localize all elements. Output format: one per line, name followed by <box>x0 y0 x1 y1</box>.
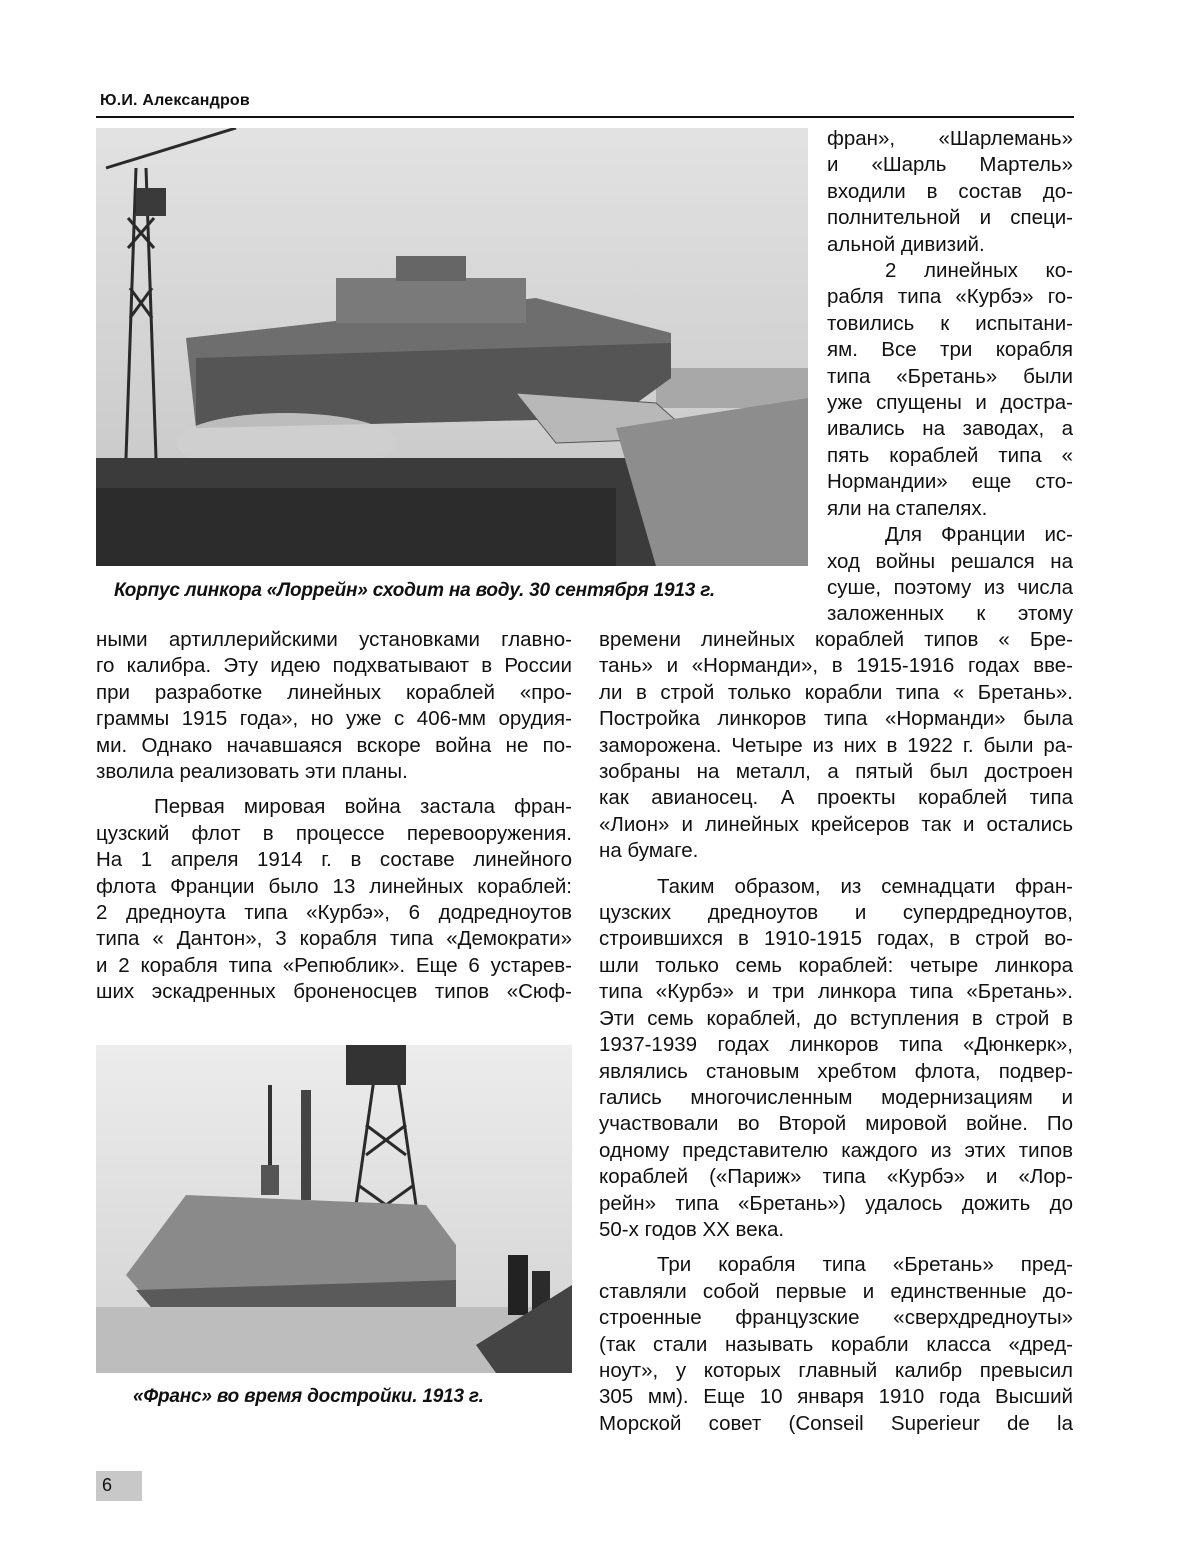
text-line: Три корабля типа «Бретань» пред- <box>657 1253 1073 1277</box>
right-column-top-text <box>827 126 1073 628</box>
text-line: ставляли собой первые и единственные до- <box>599 1279 1073 1303</box>
text-line: рабля типа «Курбэ» го- <box>827 285 1073 309</box>
text-line: при разработке линейных кораблей «про- <box>96 680 572 704</box>
text-line: Таким образом, из семнадцати фран- <box>657 874 1073 898</box>
text-line: кораблей («Париж» типа «Курбэ» и «Лор- <box>599 1165 1073 1189</box>
text-line: строенные французские «сверхдредноуты» <box>599 1306 1073 1330</box>
text-line: являлись становым хребтом флота, подвер- <box>599 1059 1073 1083</box>
text-line: яли на стапелях. <box>827 496 988 520</box>
header-rule <box>96 116 1074 118</box>
text-line: 1937-1939 годах линкоров типа «Дюнкерк», <box>599 1033 1073 1057</box>
text-line: Нормандии» еще сто- <box>827 470 1073 494</box>
text-line: фран», «Шарлемань» <box>827 127 1073 150</box>
text-line: ивались на заводах, а <box>827 417 1073 441</box>
text-line: и 2 корабля типа «Репюблик». Еще 6 устарев- <box>96 953 572 977</box>
text-line: полнительной и специ- <box>827 206 1073 230</box>
photo-lorraine-launch <box>96 128 808 566</box>
text-line: строившихся в 1910-1915 годах, в строй во- <box>599 927 1073 951</box>
text-line: го калибра. Эту идею подхватывают в России <box>96 654 572 678</box>
text-line: цузский флот в процессе перевооружения. <box>96 821 572 845</box>
text-line: уже спущены и достра- <box>827 391 1073 415</box>
text-line: рейн» типа «Бретань») удалось дожить до <box>599 1191 1073 1215</box>
page-number-box <box>96 1471 142 1501</box>
text-line: и «Шарль Мартель» <box>827 153 1073 177</box>
text-line: шли только семь кораблей: четыре линкора <box>599 953 1073 977</box>
text-line: заложенных к этому <box>827 602 1073 626</box>
text-line: участвовали во Второй мировой войне. По <box>599 1112 1073 1136</box>
text-line: товились к испытани- <box>827 311 1073 335</box>
right-column-text <box>599 627 1073 1437</box>
text-line: как авианосец. А проекты кораблей типа <box>599 786 1073 810</box>
text-line: типа «Курбэ» и три линкора типа «Бретань». <box>599 980 1073 1004</box>
text-line: альной дивизий. <box>827 232 985 256</box>
text-line: заморожена. Четыре из них в 1922 г. были ра- <box>599 733 1073 757</box>
running-header-author: Ю.И. Александров <box>100 92 250 109</box>
text-line: зволила реализовать эти планы. <box>96 760 408 784</box>
text-line: суше, поэтому из числа <box>827 575 1073 599</box>
text-line: (так стали называть корабли класса «дред- <box>599 1332 1073 1356</box>
text-line: Эти семь кораблей, до вступления в строй в <box>599 1006 1073 1030</box>
text-line: 2 дредноута типа «Курбэ», 6 додредноутов <box>96 901 572 925</box>
page-number: 6 <box>102 1475 113 1495</box>
text-line: флота Франции было 13 линейных кораблей: <box>96 874 572 898</box>
text-line: Постройка линкоров типа «Норманди» была <box>599 707 1073 731</box>
text-line: Первая мировая война застала фран- <box>154 795 572 819</box>
text-line: зобраны на металл, а пятый был достроен <box>599 760 1073 784</box>
text-line: на бумаге. <box>599 839 699 863</box>
text-line: 50-х годов XX века. <box>599 1217 785 1241</box>
text-line: времени линейных кораблей типов « Бре- <box>599 628 1073 651</box>
text-line: Морской совет (Conseil Superieur de la <box>599 1411 1073 1435</box>
text-line: пять кораблей типа « <box>827 443 1073 467</box>
text-line: типа «Бретань» были <box>827 364 1073 388</box>
text-line: ми. Однако начавшаяся вскоре война не по- <box>96 733 572 757</box>
text-line: На 1 апреля 1914 г. в составе линейного <box>96 848 572 872</box>
text-line: типа « Дантон», 3 корабля типа «Демократи» <box>96 927 572 951</box>
text-line: ли в строй только корабли типа « Бретань». <box>599 680 1073 704</box>
text-line: ными артиллерийскими установками главно- <box>96 628 572 651</box>
text-line: входили в состав до- <box>827 179 1073 203</box>
left-column-text <box>96 627 572 1006</box>
photo-france-completion <box>96 1045 572 1373</box>
text-line: Для Франции ис- <box>885 523 1073 547</box>
text-line: цузских дредноутов и супердредноутов, <box>599 901 1073 925</box>
text-line: 305 мм). Еще 10 января 1910 года Высший <box>599 1385 1073 1409</box>
text-line: ноут», у которых главный калибр превысил <box>599 1358 1073 1382</box>
text-line: тань» и «Норманди», в 1915-1916 годах вве- <box>599 654 1073 678</box>
text-line: ших эскадренных броненосцев типов «Сюф- <box>96 980 572 1004</box>
text-line: граммы 1915 года», но уже с 406-мм орудия- <box>96 707 572 731</box>
text-line: 2 линейных ко- <box>885 259 1073 283</box>
text-line: ям. Все три корабля <box>827 338 1073 362</box>
caption-photo-1: Корпус линкора «Лоррейн» сходит на воду. 30 сентября 1913 г. <box>114 580 715 601</box>
text-line: одному представителю каждого из этих типов <box>599 1138 1073 1162</box>
text-line: ход войны решался на <box>827 549 1073 573</box>
text-line: гались многочисленным модернизациям и <box>599 1085 1073 1109</box>
text-line: «Лион» и линейных крейсеров так и остались <box>599 812 1073 836</box>
caption-photo-2: «Франс» во время достройки. 1913 г. <box>133 1386 484 1407</box>
